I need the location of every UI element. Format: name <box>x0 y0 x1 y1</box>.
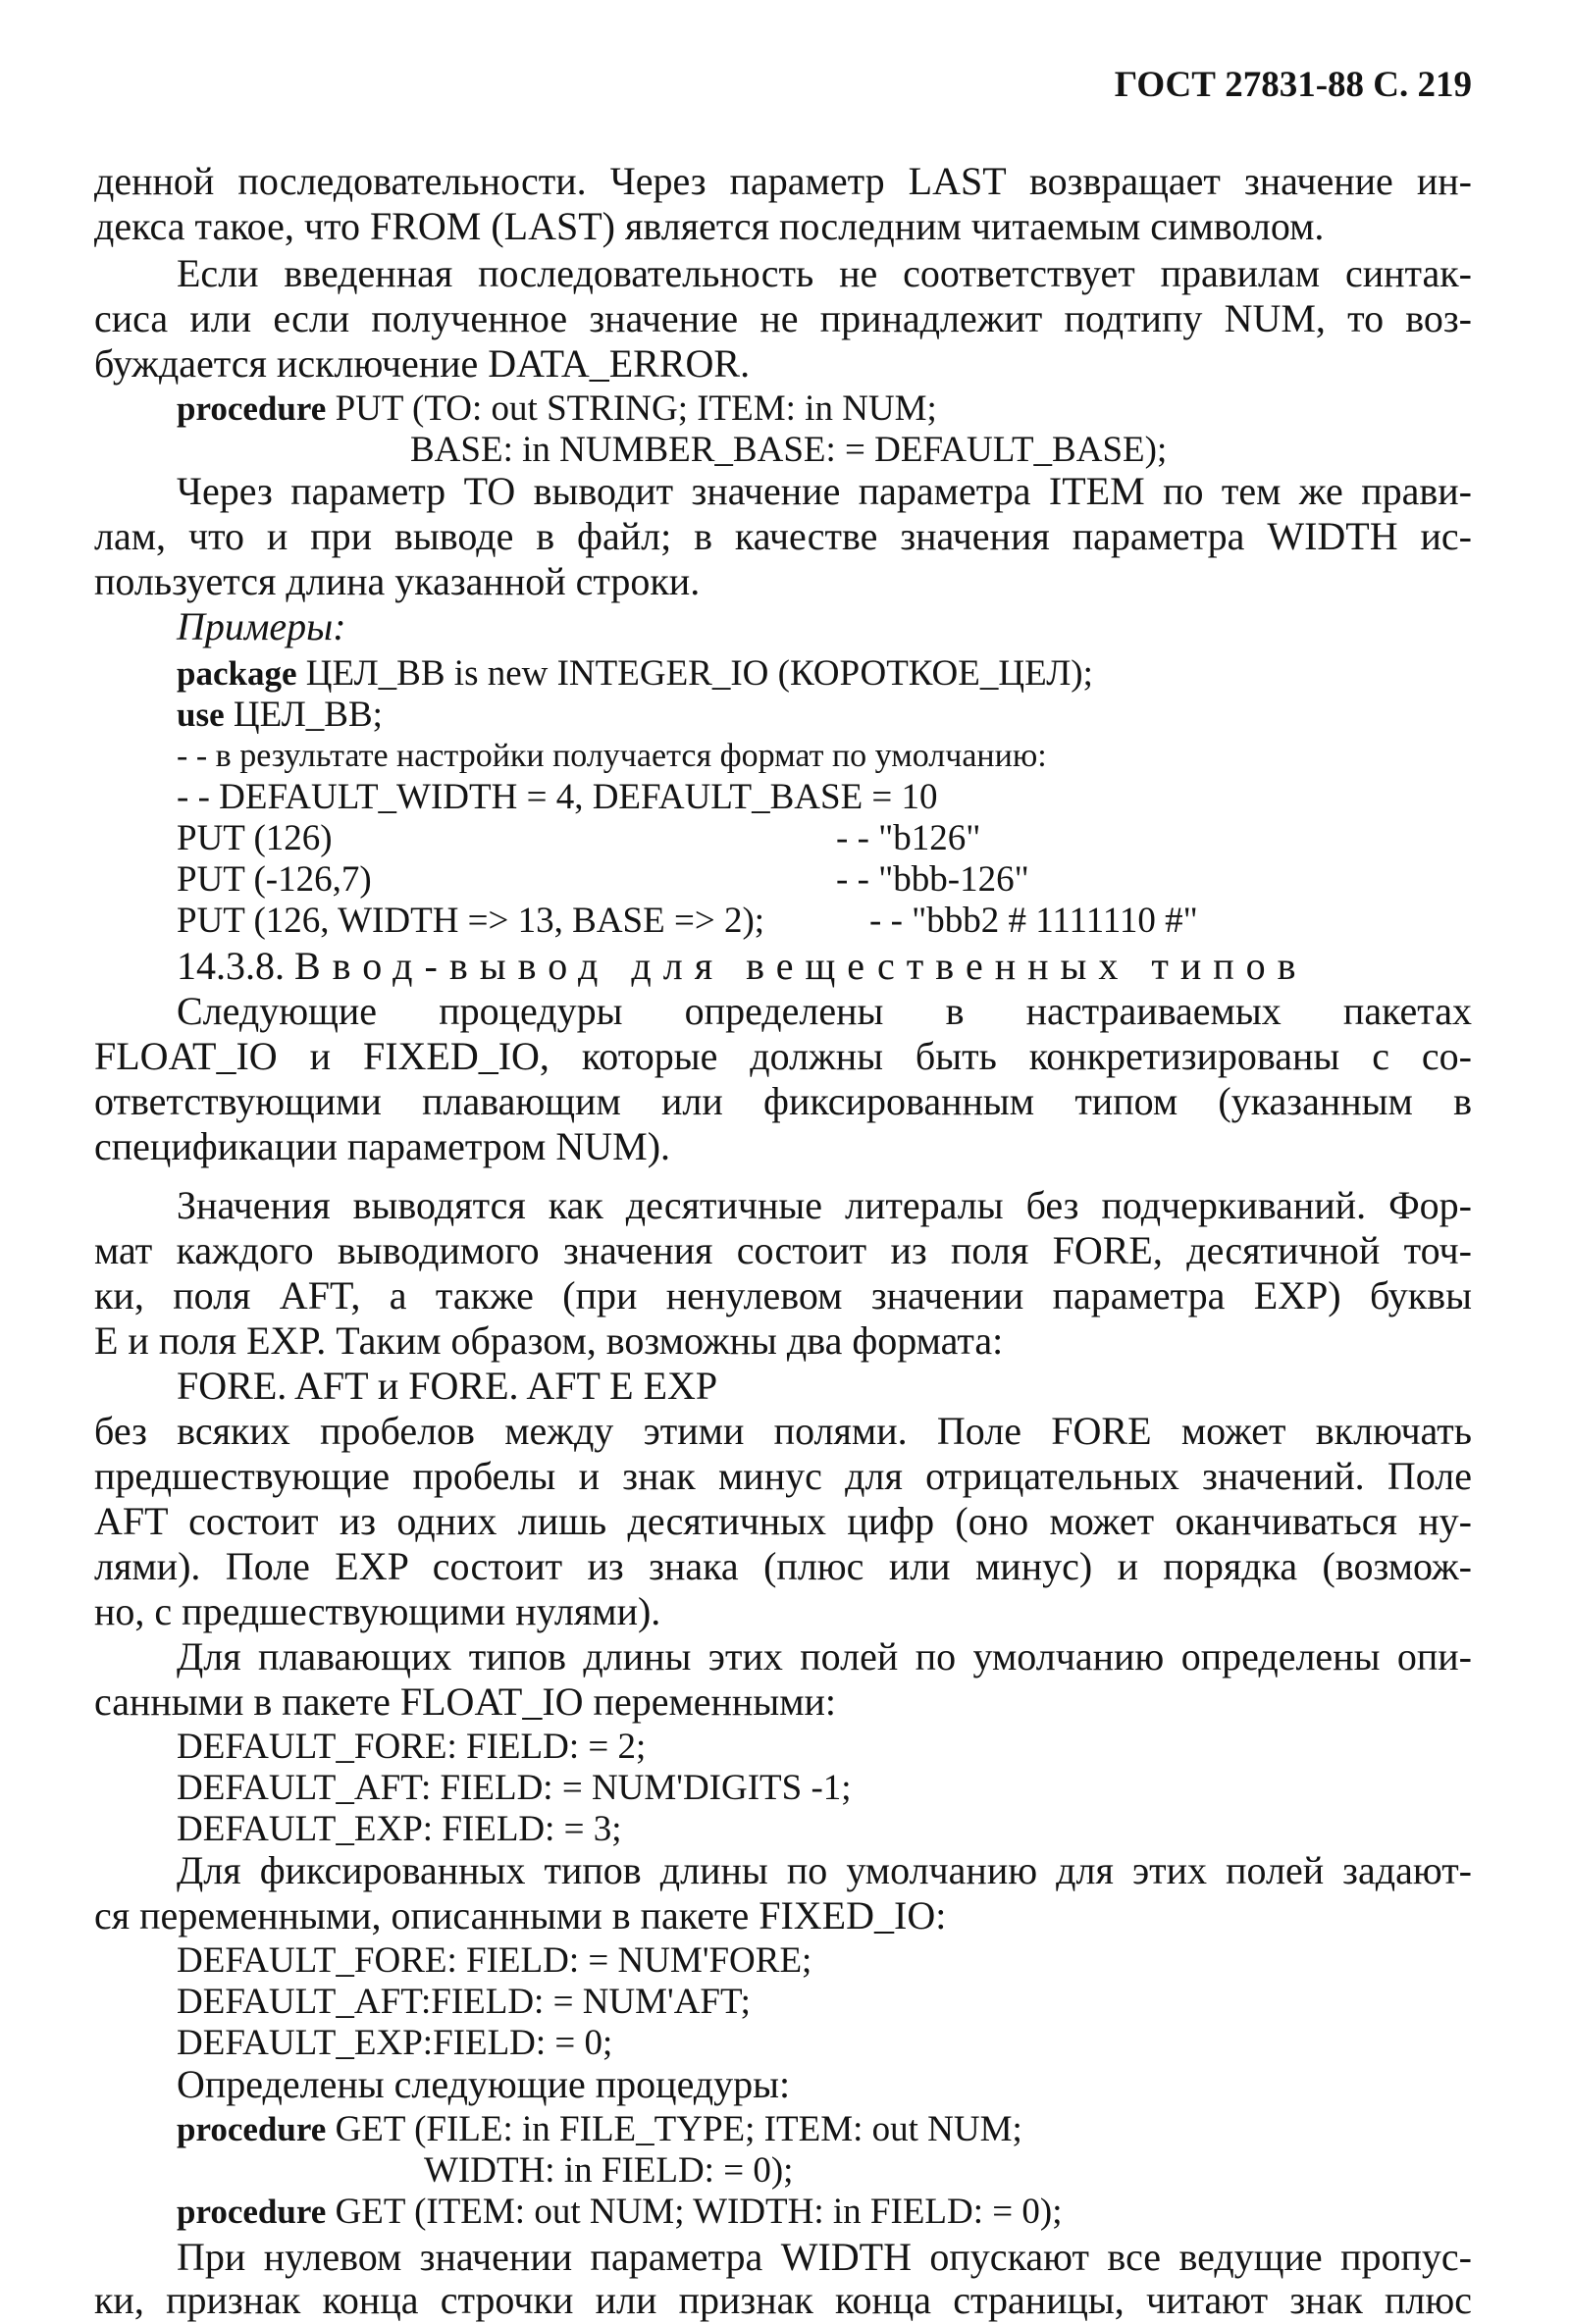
keyword: procedure <box>177 2193 327 2231</box>
code-line <box>177 857 372 903</box>
text-line: декса такое, что FROM (LAST) является последним читаемым символом. <box>94 204 1325 248</box>
page-header: ГОСТ 27831-88 С. 219 <box>1114 65 1472 105</box>
section-title: Ввод-вывод для вещественных типов <box>294 944 1308 988</box>
text-line: При нулевом значении параметра WIDTH опускают все ведущие пропус- <box>177 2235 1472 2279</box>
section-heading <box>177 944 1308 989</box>
text-line: Следующие процедуры определены в настраиваемых пакетах <box>177 989 1472 1033</box>
code-line: DEFAULT_FORE: FIELD: = 2; <box>177 1727 647 1767</box>
text-line: спецификации параметром NUM). <box>94 1124 671 1168</box>
code-text: GET (FILE: in FILE_TYPE; ITEM: out NUM; <box>326 2109 1022 2149</box>
code-line: DEFAULT_AFT:FIELD: = NUM'AFT; <box>177 1982 751 2022</box>
text-line: E и поля EXP. Таким образом, возможны два формата: <box>94 1318 1004 1363</box>
code-line: BASE: in NUMBER_BASE: = DEFAULT_BASE); <box>410 430 1168 470</box>
code-line <box>177 387 937 432</box>
code-result: - - "b126" <box>836 818 981 858</box>
code-comment-line: - - в результате настройки получается формат по умолчанию: <box>177 738 1047 774</box>
keyword: procedure <box>177 2110 327 2148</box>
code-result: - - "bbb2 # 1111110 #" <box>869 901 1198 941</box>
code-line <box>177 2190 1062 2235</box>
text-line: мат каждого выводимого значения состоит из поля FORE, десятичной точ- <box>94 1228 1472 1272</box>
text-line: ответствующими плавающим или фиксированным типом (указанным в <box>94 1079 1472 1123</box>
code-text: ЦЕЛ_ВВ; <box>224 695 383 735</box>
code-line <box>177 899 764 944</box>
examples-heading: Примеры: <box>177 604 346 648</box>
code-line: DEFAULT_EXP:FIELD: = 0; <box>177 2023 613 2063</box>
text-line: Для фиксированных типов длины по умолчанию для этих полей задают- <box>177 1848 1472 1892</box>
keyword: package <box>177 654 297 693</box>
section-number: 14.3.8. <box>177 944 285 988</box>
text-line: лам, что и при выводе в файл; в качестве значения параметра WIDTH ис- <box>94 514 1472 558</box>
code-statement: PUT (126, WIDTH => 13, BASE => 2); <box>177 901 765 941</box>
text-line: ки, поля AFT, а также (при ненулевом значении параметра EXP) буквы <box>94 1273 1472 1317</box>
code-line: DEFAULT_AFT: FIELD: = NUM'DIGITS -1; <box>177 1768 852 1808</box>
code-text: GET (ITEM: out NUM; WIDTH: in FIELD: = 0); <box>326 2192 1063 2232</box>
text-line: лями). Поле EXP состоит из знака (плюс или минус) и порядка (возмож- <box>94 1544 1472 1588</box>
text-line: Если введенная последовательность не соответствует правилам синтак- <box>177 251 1472 295</box>
text-line: предшествующие пробелы и знак минус для отрицательных значений. Поле <box>94 1454 1472 1498</box>
text-line: FLOAT_IO и FIXED_IO, которые должны быть конкретизированы с со- <box>94 1034 1472 1078</box>
text-line: санными в пакете FLOAT_IO переменными: <box>94 1679 837 1724</box>
text-line: пользуется длина указанной строки. <box>94 559 701 603</box>
code-statement: PUT (126) <box>177 818 333 858</box>
text-line: FORE. AFT и FORE. AFT E EXP <box>177 1364 718 1408</box>
code-line: DEFAULT_FORE: FIELD: = NUM'FORE; <box>177 1940 812 1981</box>
code-line <box>177 816 333 861</box>
code-comment-line: - - DEFAULT_WIDTH = 4, DEFAULT_BASE = 10 <box>177 777 938 817</box>
text-line: сиса или если полученное значение не принадлежит подтипу NUM, то воз- <box>94 296 1472 340</box>
text-line: ся переменными, описанными в пакете FIXED_IO: <box>94 1893 947 1937</box>
text-line: AFT состоит из одних лишь десятичных цифр (оно может оканчиваться ну- <box>94 1499 1472 1543</box>
text-line: Значения выводятся как десятичные литералы без подчеркиваний. Фор- <box>177 1183 1472 1227</box>
text-line: ки, признак конца строчки или признак конца страницы, читают знак плюс <box>94 2278 1472 2322</box>
code-line <box>177 2107 1022 2152</box>
text-line: без всяких пробелов между этими полями. Поле FORE может включать <box>94 1409 1472 1453</box>
keyword: use <box>177 696 225 734</box>
code-line <box>177 651 1093 697</box>
text-line: но, с предшествующими нулями). <box>94 1589 661 1633</box>
code-text: ЦЕЛ_ВВ is new INTEGER_IO (КОРОТКОЕ_ЦЕЛ); <box>296 653 1093 694</box>
keyword: procedure <box>177 389 327 428</box>
text-line: денной последовательности. Через параметр LAST возвращает значение ин- <box>94 159 1472 203</box>
text-line: Для плавающих типов длины этих полей по умолчанию определены опи- <box>177 1634 1472 1678</box>
code-text: PUT (TO: out STRING; ITEM: in NUM; <box>326 388 937 429</box>
code-line: WIDTH: in FIELD: = 0); <box>424 2150 794 2191</box>
code-line: DEFAULT_EXP: FIELD: = 3; <box>177 1809 622 1849</box>
code-line <box>177 693 383 738</box>
text-line: Через параметр TO выводит значение параметра ITEM по тем же прави- <box>177 469 1472 513</box>
text-line: Определены следующие процедуры: <box>177 2062 791 2106</box>
code-statement: PUT (-126,7) <box>177 859 372 900</box>
code-result: - - "bbb-126" <box>836 859 1029 900</box>
text-line: буждается исключение DATA_ERROR. <box>94 341 751 386</box>
